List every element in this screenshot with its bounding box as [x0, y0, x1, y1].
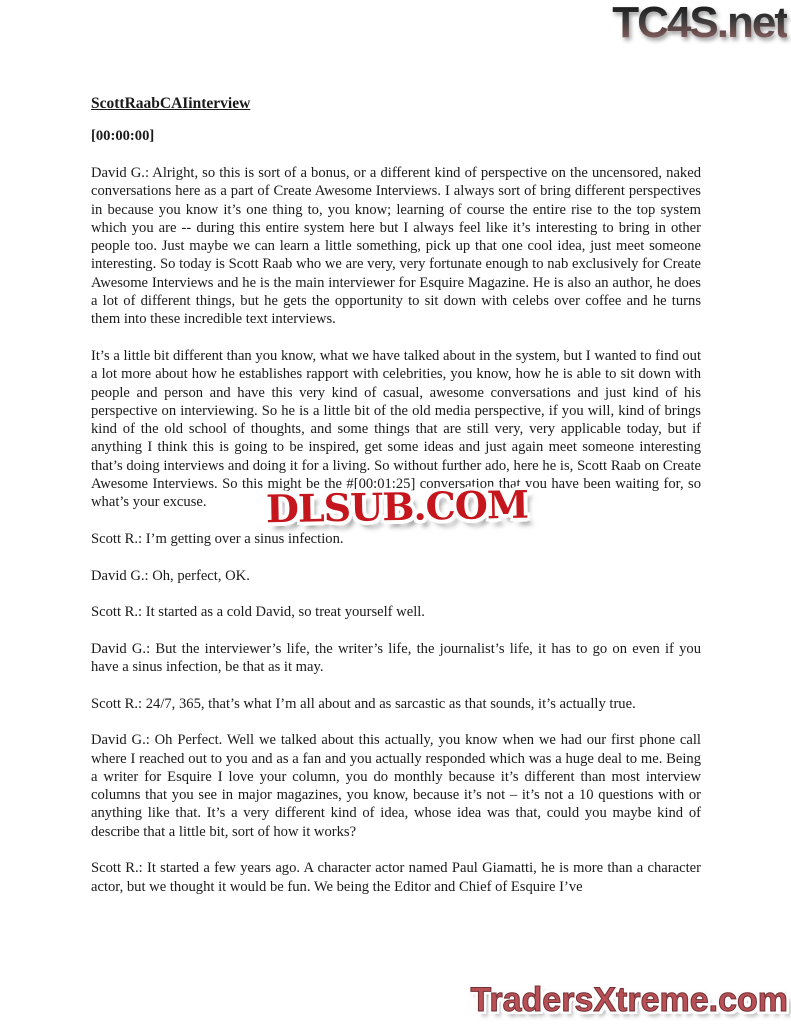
transcript-paragraph: Scott R.: It started a few years ago. A character actor named Paul Giamatti, he is more than a character actor, but we thought it would be fun. We being the Editor and Chief of Esquire I’ve	[91, 860, 701, 895]
transcript-paragraph: Scott R.: It started as a cold David, so treat yourself well.	[91, 604, 425, 621]
page-title: ScottRaabCAIinterview	[91, 95, 251, 112]
dlsub-watermark: DLSUB.COM	[265, 481, 529, 532]
transcript-paragraph: David G.: Alright, so this is sort of a bonus, or a different kind of perspective on the uncensored, naked conversations here as a part of Create Awesome Interviews. I always sort of bring different perspectives in because you know it’s one thing to, you know; learning of course the entire rise to the top system which you are -- during this entire system here but I always feel like it’s interesting to bring in other people too. Just maybe we can learn a little something, pick up that one cool idea, just meet someone interesting. So today is Scott Raab who we are very, very fortunate enough to nab exclusively for Create Awesome Interviews and he is the main interviewer for Esquire Magazine. He is also an author, he does a lot of different things, but he gets the opportunity to sit down with celebs over coffee and he turns them into these incredible text interviews.	[91, 165, 701, 328]
transcript-paragraph: David G.: Oh, perfect, OK.	[91, 567, 250, 584]
transcript-paragraph: It’s a little bit different than you know, what we have talked about in the system, but I wanted to find out a lot more about how he establishes rapport with celebrities, you know, how he is able to sit down with people and person and have this very kind of casual, awesome conversations and just kind of his perspective on interviewing. So he is a little bit of the old media perspective, if you will, kind of brings kind of the old school of thoughts, and some things that are still very, very applicable today, but if anything I think this is going to be inspired, get some ideas and just again meet someone interesting that’s doing interviews and doing it for a living. So without further ado, here he is, Scott Raab on Create Awesome Interviews. So this might be the #[00:01:25] conversation that you have been waiting for, so what’s your excuse.	[91, 347, 701, 511]
transcript-paragraph: David G.: But the interviewer’s life, the writer’s life, the journalist’s life, it has to go on even if you have a sinus infection, be that as it may.	[91, 640, 701, 676]
timecode-label: [00:00:00]	[91, 128, 155, 144]
transcript-paragraph: Scott R.: I’m getting over a sinus infection.	[91, 530, 344, 547]
tc4s-site-logo: TC4S.net	[612, 0, 787, 47]
transcript-paragraph: David G.: Oh Perfect. Well we talked about this actually, you know when we had our first phone call where I reached out to you and as a fan and you actually responded which was a huge deal to me. Being a writer for Esquire I love your column, you do monthly because it’s different than most interview columns that you see in major magazines, you know, because it’s not – it’s not a 10 questions with or anything like that. It’s a very different kind of idea, whose idea was that, could you maybe kind of describe that a little bit, sort of how it works?	[91, 732, 701, 840]
transcript-paragraph: Scott R.: 24/7, 365, that’s what I’m all about and as sarcastic as that sounds, it’s actually true.	[91, 695, 636, 712]
tradersxtreme-site-logo: TradersXtreme.com	[470, 981, 788, 1019]
